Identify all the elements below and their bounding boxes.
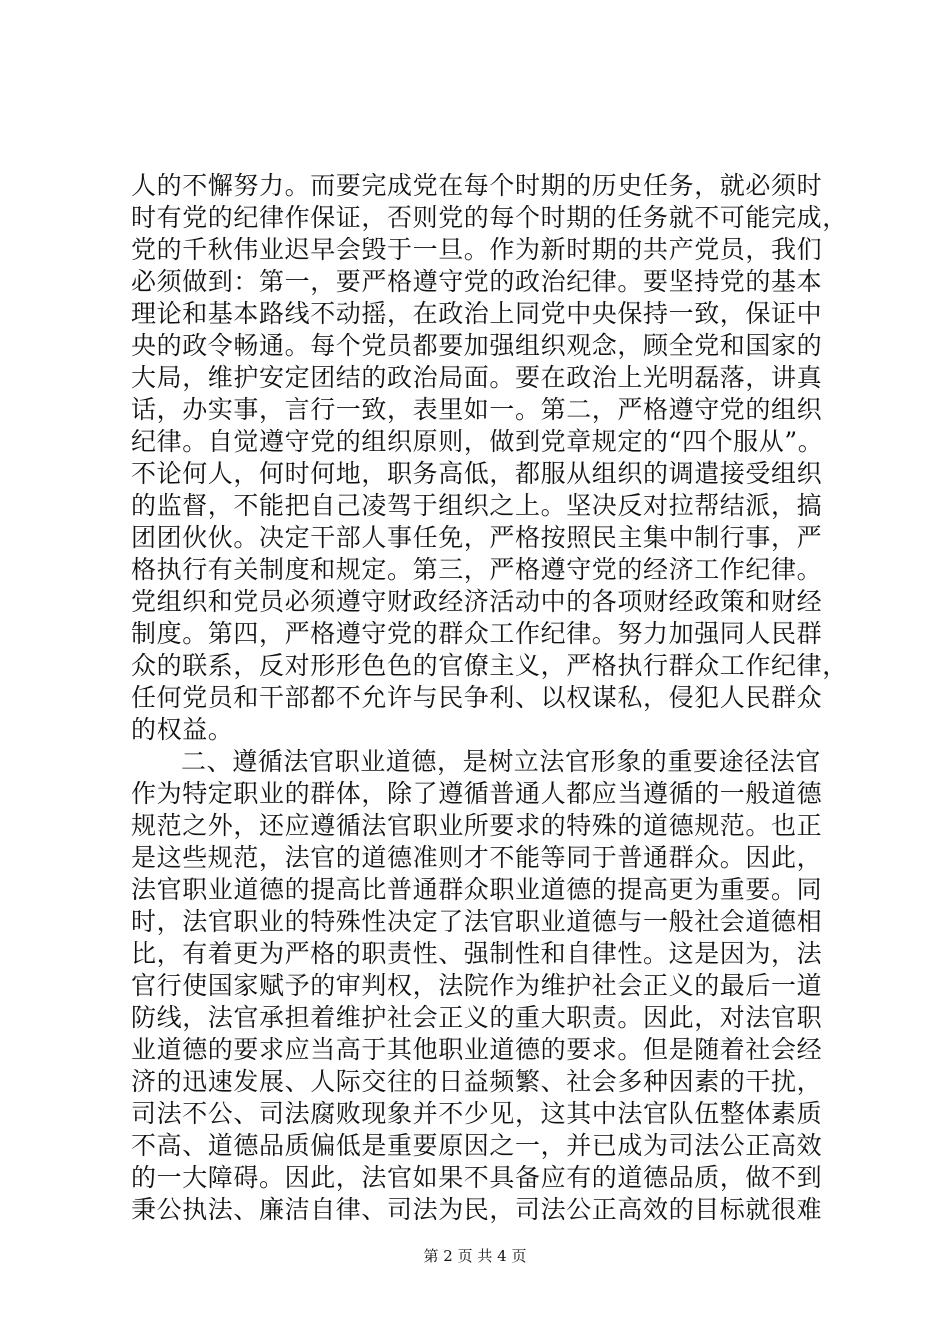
text-line: 党组织和党员必须遵守财政经济活动中的各项财经政策和财经 [131, 587, 823, 616]
text-line: 的一大障碍。因此，法官如果不具备应有的道德品质，做不到 [131, 1163, 823, 1192]
text-line: 话，办实事，言行一致，表里如一。第二，严格遵守党的组织 [131, 395, 823, 424]
text-line: 官行使国家赋予的审判权，法院作为维护社会正义的最后一道 [131, 971, 823, 1000]
text-line: 比，有着更为严格的职责性、强制性和自律性。这是因为，法 [131, 939, 823, 968]
text-line: 党的千秋伟业迟早会毁于一旦。作为新时期的共产党员，我们 [131, 235, 823, 264]
text-line: 团团伙伙。决定干部人事任免，严格按照民主集中制行事，严 [131, 523, 823, 552]
text-line: 的权益。 [131, 715, 234, 744]
text-line: 央的政令畅通。每个党员都要加强组织观念，顾全党和国家的 [131, 331, 823, 360]
text-line: 人的不懈努力。而要完成党在每个时期的历史任务，就必须时 [131, 171, 823, 200]
text-line: 制度。第四，严格遵守党的群众工作纪律。努力加强同人民群 [131, 619, 823, 648]
text-line: 防线，法官承担着维护社会正义的重大职责。因此，对法官职 [131, 1003, 823, 1032]
text-line: 众的联系，反对形形色色的官僚主义，严格执行群众工作纪律， [131, 651, 848, 680]
text-line: 秉公执法、廉洁自律、司法为民，司法公正高效的目标就很难 [131, 1195, 823, 1224]
text-line: 时，法官职业的特殊性决定了法官职业道德与一般社会道德相 [131, 907, 823, 936]
text-line: 司法不公、司法腐败现象并不少见，这其中法官队伍整体素质 [131, 1099, 823, 1128]
text-line: 必须做到：第一，要严格遵守党的政治纪律。要坚持党的基本 [131, 267, 823, 296]
page-number-label: 第 2 页 共 4 页 [423, 1247, 527, 1265]
text-line: 格执行有关制度和规定。第三，严格遵守党的经济工作纪律。 [131, 555, 823, 584]
text-line: 业道德的要求应当高于其他职业道德的要求。但是随着社会经 [131, 1035, 823, 1064]
text-line: 时有党的纪律作保证，否则党的每个时期的任务就不可能完成， [131, 203, 848, 232]
text-line: 不高、道德品质偏低是重要原因之一，并已成为司法公正高效 [131, 1131, 823, 1160]
text-line: 不论何人，何时何地，职务高低，都服从组织的调遣接受组织 [131, 459, 823, 488]
text-line: 理论和基本路线不动摇，在政治上同党中央保持一致，保证中 [131, 299, 823, 328]
text-line: 任何党员和干部都不允许与民争利、以权谋私，侵犯人民群众 [131, 683, 823, 712]
text-line: 作为特定职业的群体，除了遵循普通人都应当遵循的一般道德 [131, 779, 823, 808]
text-line: 纪律。自觉遵守党的组织原则，做到党章规定的“四个服从”。 [131, 427, 824, 456]
body-text [131, 170, 848, 1226]
text-line: 的监督，不能把自己凌驾于组织之上。坚决反对拉帮结派，搞 [131, 491, 823, 520]
text-line: 规范之外，还应遵循法官职业所要求的特殊的道德规范。也正 [131, 811, 823, 840]
text-line: 法官职业道德的提高比普通群众职业道德的提高更为重要。同 [131, 875, 823, 904]
text-line: 大局，维护安定团结的政治局面。要在政治上光明磊落，讲真 [131, 363, 823, 392]
text-line: 是这些规范，法官的道德准则才不能等同于普通群众。因此， [131, 843, 823, 872]
page-footer [0, 1246, 950, 1266]
text-line: 济的迅速发展、人际交往的日益频繁、社会多种因素的干扰， [131, 1067, 823, 1096]
paragraph-start-line: 二、遵循法官职业道德，是树立法官形象的重要途径法官 [181, 747, 822, 776]
